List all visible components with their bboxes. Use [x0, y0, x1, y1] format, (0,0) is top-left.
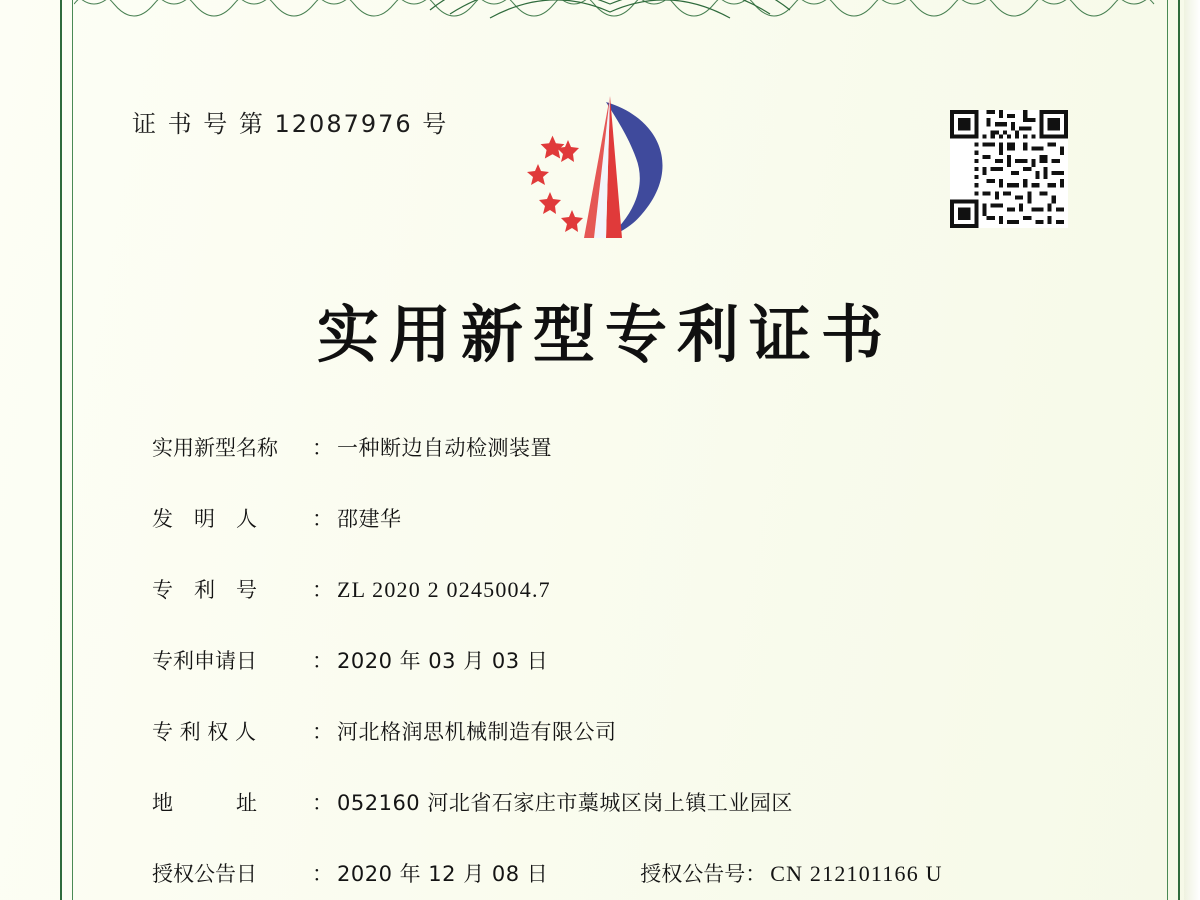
field-colon: ： [312, 791, 333, 815]
page-edge-shadow [1184, 0, 1200, 900]
field-label: 实用新型名称 [152, 436, 278, 460]
field-label: 专 利 号 [152, 578, 257, 602]
field-label: 专利申请日 [152, 649, 257, 673]
field-colon: ： [312, 578, 333, 602]
field-label: 发 明 人 [152, 507, 257, 531]
field-utility-model-name [152, 432, 1112, 462]
field-label: 专 利 权 人 [152, 720, 257, 744]
field-value: 邵建华 [337, 507, 402, 531]
top-center-flourish [420, 0, 800, 24]
field-value: ZL 2020 2 0245004.7 [337, 577, 551, 602]
field-patentee [152, 716, 1112, 746]
field-value-grant-number: CN 212101166 U [770, 861, 943, 886]
field-value: 052160 河北省石家庄市藁城区岗上镇工业园区 [337, 791, 793, 815]
field-colon: ： [745, 862, 767, 886]
field-value: 一种断边自动检测装置 [337, 436, 552, 460]
field-colon: ： [312, 436, 333, 460]
field-value: 2020 年 03 月 03 日 [337, 649, 549, 673]
field-colon: ： [312, 862, 333, 886]
certificate-fields [152, 432, 1112, 888]
field-value-grant-date: 2020 年 12 月 08 日 [337, 862, 549, 886]
field-colon: ： [312, 720, 333, 744]
field-value: 河北格润思机械制造有限公司 [337, 720, 617, 744]
field-application-date [152, 645, 1112, 675]
certificate-number: 证 书 号 第 12087976 号 [132, 110, 449, 138]
field-grant-number [640, 858, 942, 888]
qr-code [950, 110, 1068, 228]
field-colon: ： [312, 507, 333, 531]
field-inventor [152, 503, 1112, 533]
field-label-grant-number: 授权公告号 [640, 862, 746, 886]
field-colon: ： [312, 649, 333, 673]
cnipa-emblem [510, 88, 690, 253]
field-label: 地 址 [152, 791, 257, 815]
page-title: 实用新型专利证书 [316, 298, 893, 371]
field-address [152, 787, 1112, 817]
field-patent-number [152, 574, 1112, 604]
field-label-grant-date: 授权公告日 [152, 862, 257, 886]
field-grant-row [152, 858, 1112, 888]
